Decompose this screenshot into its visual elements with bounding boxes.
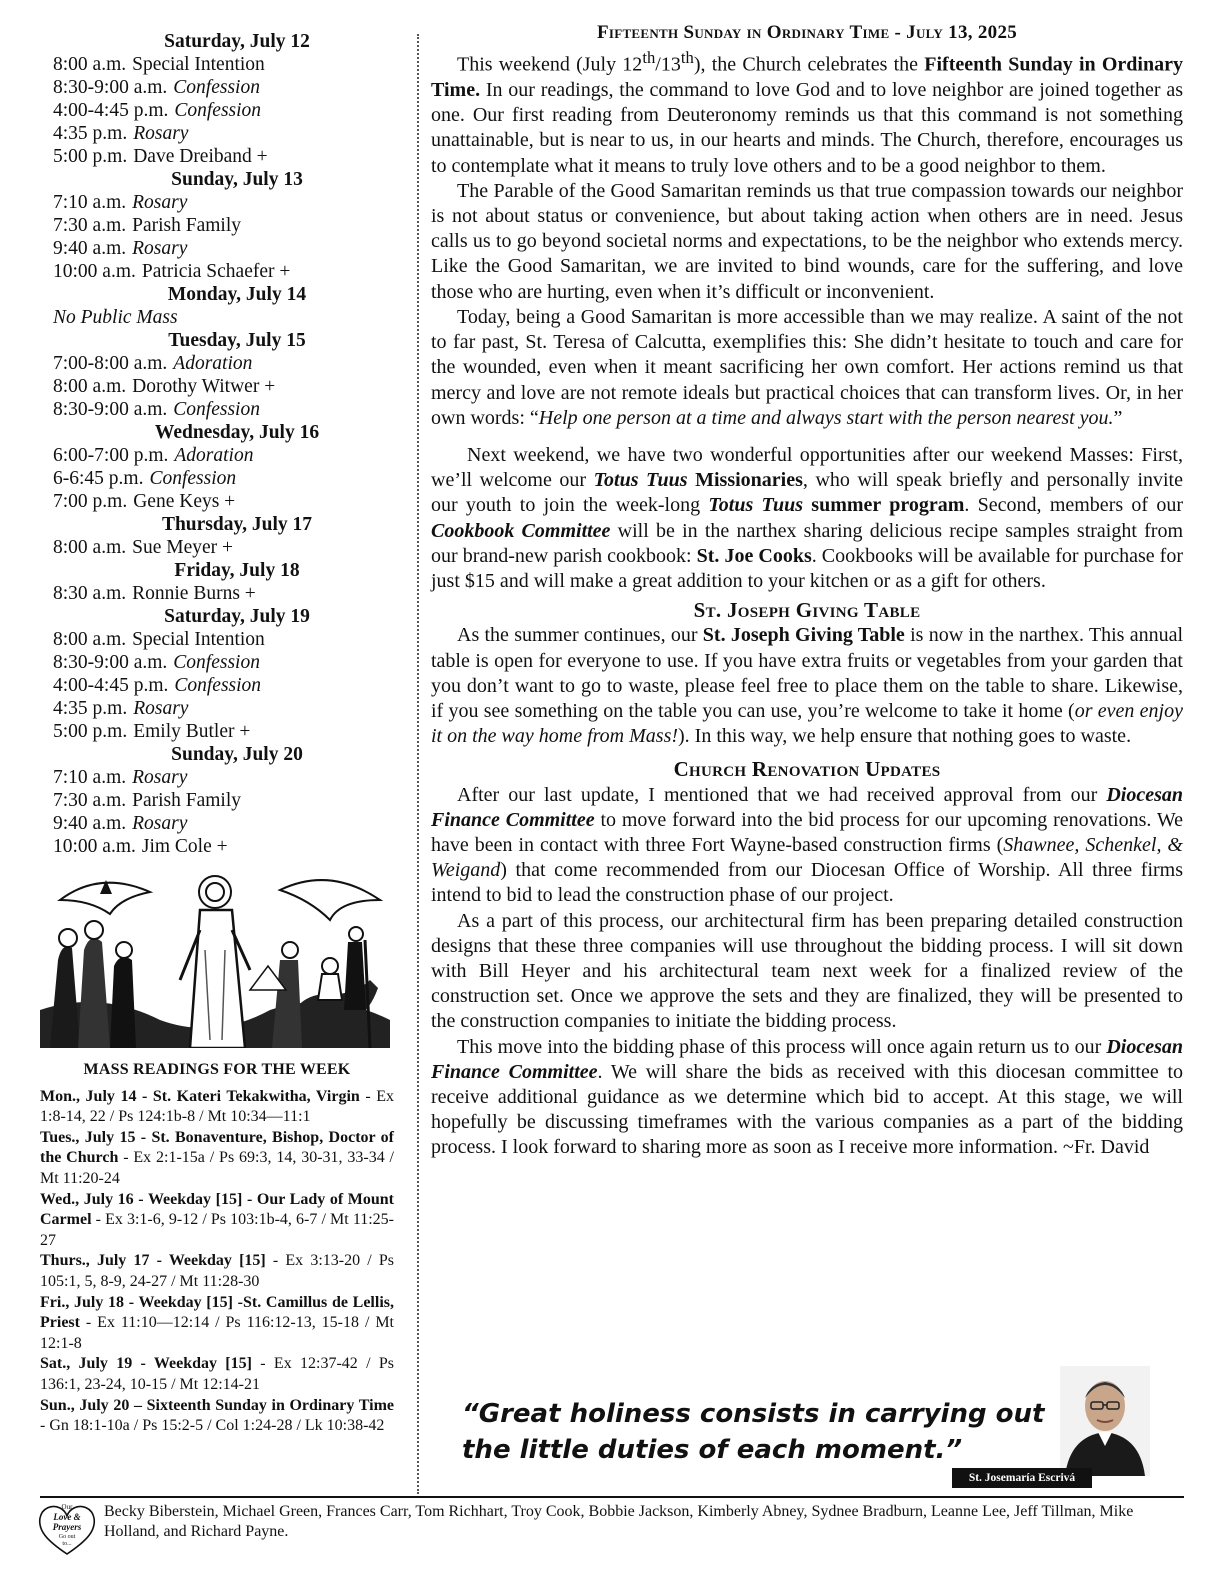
schedule-item: [40, 651, 400, 674]
article-paragraph-3: Today, being a Good Samaritan is more accessible than we may realize. A saint of the not to far past, St. Teresa of Calcutta, exemplifies this: She didn’t hesitate to touch and care for the wounded, even when it meant sacrificing her own comfort. Her actions remind us that mercy and love are not remote ideals but practical choices that can transform lives. Or, in her own words: “Help one person at a time and always start with the person nearest you.”: [431, 305, 1183, 429]
renovation-paragraph-3: This move into the bidding phase of this process will once again return us to our Diocesan Finance Committee. We will share the bids as received with this diocesan committee to receive additional guidance as we determine which bid to accept. At this stage, we will hopefully be discussing timeframes with the various companies as a part of the bidding process. I look forward to sharing more as soon as I receive more information. ~Fr. David: [431, 1035, 1183, 1159]
quote-line-2: the little duties of each moment.”: [462, 1435, 963, 1465]
schedule-time: 4:00-4:45 p.m.: [53, 100, 169, 121]
prayer-list: Becky Biberstein, Michael Green, Frances Carr, Tom Richhart, Troy Cook, Bobbie Jackson, Kimberly Abney, Sydnee Bradburn, Leanne Lee, Jeff Tillman, Mike Holland, and Richard Payne.: [104, 1503, 1134, 1540]
reading-refs: - Ex 1:8-14, 22 / Ps 124:1b-8 / Mt 10:34—11:1: [40, 1087, 395, 1126]
priest-portrait-icon: [1060, 1366, 1150, 1476]
schedule-time: 8:30-9:00 a.m.: [53, 652, 168, 673]
schedule-item: [40, 444, 400, 467]
schedule-time: 8:30 a.m.: [53, 583, 127, 604]
schedule-day-heading: Monday, July 14: [167, 284, 307, 305]
readings-heading: MASS READINGS FOR THE WEEK: [83, 1061, 351, 1078]
schedule-time: 7:30 a.m.: [53, 790, 127, 811]
schedule-item: [40, 352, 400, 375]
schedule-event: Rosary: [132, 192, 188, 213]
schedule-time: 7:10 a.m.: [53, 192, 127, 213]
schedule-time: 9:40 a.m.: [53, 238, 127, 259]
reading-day: Thurs., July 17 - Weekday [15]: [40, 1252, 266, 1270]
schedule-event: Sue Meyer +: [132, 537, 234, 558]
schedule-time: 7:30 a.m.: [53, 215, 127, 236]
schedule-item: [40, 99, 400, 122]
schedule-item: [40, 720, 400, 743]
schedule-item: [40, 145, 400, 168]
schedule-event: Ronnie Burns +: [132, 583, 256, 604]
schedule-event: Confession: [149, 468, 237, 489]
saints-illustration-icon: [40, 870, 390, 1048]
schedule-note: No Public Mass: [53, 307, 178, 328]
schedule-item: [40, 628, 400, 651]
reading-day: Fri., July 18 - Weekday [15] -St. Camillus de Lellis, Priest: [40, 1293, 394, 1332]
footer-divider: [40, 1496, 1184, 1498]
schedule-event: Adoration: [174, 445, 254, 466]
svg-text:Love &: Love &: [53, 1512, 81, 1522]
schedule-event: Special Intention: [132, 54, 265, 75]
schedule-item: [40, 697, 400, 720]
schedule-time: 9:40 a.m.: [53, 813, 127, 834]
schedule-event: Rosary: [132, 767, 188, 788]
schedule-item: [40, 214, 400, 237]
saint-quote: [462, 1396, 1082, 1468]
reading-entry: [40, 1251, 394, 1292]
schedule-time: 8:30-9:00 a.m.: [53, 399, 168, 420]
reading-entry: [40, 1190, 394, 1252]
column-divider: [417, 34, 419, 1494]
schedule-time: 8:00 a.m.: [53, 54, 127, 75]
schedule-time: 7:00-8:00 a.m.: [53, 353, 168, 374]
schedule-time: 8:00 a.m.: [53, 629, 127, 650]
reading-day: Wed., July 16 - Weekday [15] - Our Lady of Mount Carmel: [40, 1190, 394, 1229]
reading-entry: [40, 1087, 394, 1128]
svg-text:Go out: Go out: [58, 1534, 76, 1540]
schedule-time: 7:10 a.m.: [53, 767, 127, 788]
schedule-day-heading: Sunday, July 20: [171, 744, 303, 765]
schedule-event: Rosary: [133, 123, 189, 144]
schedule-item: [40, 237, 400, 260]
mass-readings: [40, 1060, 394, 1437]
schedule-event: Emily Butler +: [133, 721, 251, 742]
schedule-day-heading: Tuesday, July 15: [168, 330, 306, 351]
svg-text:Prayers: Prayers: [52, 1522, 82, 1532]
schedule-event: Patricia Schaefer +: [141, 261, 291, 282]
schedule-item: [40, 260, 400, 283]
schedule-time: 8:30-9:00 a.m.: [53, 77, 168, 98]
schedule-event: Parish Family: [132, 215, 242, 236]
schedule-event: Dorothy Witwer +: [132, 376, 276, 397]
article-paragraph-2: The Parable of the Good Samaritan reminds us that true compassion towards our neighbor is not about status or convenience, but about taking action when others are in need. Jesus calls us to go beyond societal norms and expectations, to be the neighbor who extends mercy. Like the Good Samaritan, we are invited to bind wounds, care for the suffering, and love those who are hurting, even when it’s difficult or inconvenient.: [431, 179, 1183, 303]
love-and-prayers-heart-logo-icon: [36, 1500, 98, 1556]
reading-refs: - Ex 3:1-6, 9-12 / Ps 103:1b-4, 6-7 / Mt 11:25-27: [40, 1211, 394, 1249]
schedule-event: Rosary: [132, 813, 188, 834]
schedule-item: [40, 53, 400, 76]
schedule-event: Confession: [174, 675, 262, 696]
article-paragraph-4: Next weekend, we have two wonderful opportunities after our weekend Masses: First, we’ll welcome our Totus Tuus Missionaries, who will speak briefly and personally invite our youth to join the week-long Totus Tuus summer program. Second, members of our Cookbook Committee will be in the narthex sharing delicious recipe samples straight from our brand-new parish cookbook: St. Joe Cooks. Cookbooks will be available for purchase for just $15 and will make a great addition to your kitchen or as a gift for others.: [431, 443, 1184, 592]
schedule-event: Special Intention: [132, 629, 265, 650]
schedule-time: 7:00 p.m.: [53, 491, 128, 512]
schedule-event: Rosary: [132, 238, 188, 259]
article-paragraph-1: This weekend (July 12th/13th), the Church celebrates the Fifteenth Sunday in Ordinary Time. In our readings, the command to love God and to love neighbor are joined together as one. Our first reading from Deuteronomy reminds us that this command is not something unattainable, but is near to us, in our hearts and minds. The Church, therefore, encourages us to contemplate what it means to truly love others and to be a good neighbor to them.: [431, 48, 1183, 177]
schedule-event: Confession: [174, 100, 262, 121]
article-column: [431, 20, 1183, 1161]
schedule-time: 8:00 a.m.: [53, 537, 127, 558]
schedule-event: Confession: [173, 399, 260, 420]
reading-day: Sun., July 20 – Sixteenth Sunday in Ordinary Time: [40, 1396, 394, 1414]
renovation-paragraph-2: As a part of this process, our architectural firm has been preparing detailed construction designs that these three companies will use throughout the bidding process. I will sit down with Bill Heyer and his architectural team next week for a finalized review of the construction set. Once we approve the sets and they are finalized, they will be presented to the construction companies to initiate the bidding process.: [431, 909, 1183, 1033]
article-title: Fifteenth Sunday in Ordinary Time - July 13, 2025: [596, 22, 1018, 43]
schedule-item: [40, 812, 400, 835]
reading-refs: - Gn 18:1-10a / Ps 15:2-5 / Col 1:24-28 / Lk 10:38-42: [40, 1417, 385, 1435]
reading-refs: - Ex 12:37-42 / Ps 136:1, 23-24, 10-15 / Mt 12:14-21: [40, 1355, 394, 1393]
schedule-day-heading: Saturday, July 19: [164, 606, 310, 627]
schedule-day-heading: Sunday, July 13: [171, 169, 303, 190]
schedule-time: 6:00-7:00 p.m.: [53, 445, 169, 466]
schedule-event: Parish Family: [132, 790, 242, 811]
schedule-time: 5:00 p.m.: [53, 146, 128, 167]
readings-list: [40, 1087, 394, 1437]
schedule-event: Rosary: [133, 698, 189, 719]
schedule-time: 6-6:45 p.m.: [53, 468, 144, 489]
schedule-item: [40, 766, 400, 789]
reading-refs: - Ex 2:1-15a / Ps 69:3, 14, 30-31, 33-34 / Mt 11:20-24: [40, 1149, 395, 1187]
schedule-time: 8:00 a.m.: [53, 376, 127, 397]
schedule-item: [40, 789, 400, 812]
reading-day: Mon., July 14 - St. Kateri Tekakwitha, Virgin: [40, 1087, 360, 1105]
renovation-paragraph-1: After our last update, I mentioned that we had received approval from our Diocesan Finance Committee to move forward into the bid process for our upcoming renovations. We have been in contact with three Fort Wayne-based construction firms (Shawnee, Schenkel, & Weigand) that come recommended from our Diocesan Office of Worship. All three firms intend to bid to lead the construction phase of our project.: [431, 783, 1183, 907]
reading-entry: [40, 1354, 394, 1395]
giving-table-heading: St. Joseph Giving Table: [693, 598, 921, 623]
schedule-item: [40, 674, 400, 697]
schedule-item: [40, 582, 400, 605]
svg-text:to...: to...: [62, 1541, 72, 1547]
reading-entry: [40, 1293, 394, 1355]
schedule-day-heading: Saturday, July 12: [164, 31, 310, 52]
schedule-time: 10:00 a.m.: [53, 261, 136, 282]
schedule-event: Confession: [173, 77, 260, 98]
schedule-item: [40, 76, 400, 99]
schedule-event: Dave Dreiband +: [133, 146, 268, 167]
reading-day: Sat., July 19 - Weekday [15]: [40, 1355, 252, 1373]
schedule-time: 4:35 p.m.: [53, 123, 128, 144]
reading-entry: [40, 1396, 394, 1437]
schedule-item: [40, 467, 400, 490]
reading-refs: - Ex 11:10—12:14 / Ps 116:12-13, 15-18 / Mt 12:1-8: [40, 1314, 394, 1352]
schedule-day-heading: Thursday, July 17: [161, 514, 313, 535]
schedule-item: [40, 398, 400, 421]
mass-schedule: [40, 30, 400, 858]
giving-table-paragraph: As the summer continues, our St. Joseph Giving Table is now in the narthex. This annual table is open for everyone to use. If you have extra fruits or vegetables from your garden that you don’t want to go to waste, please feel free to place them on the table to share. Likewise, if you see something on the table you can use, you’re welcome to take it home (or even enjoy it on the way home from Mass!). In this way, we help ensure that nothing goes to waste.: [431, 624, 1184, 748]
schedule-event: Gene Keys +: [133, 491, 236, 512]
schedule-item: [40, 375, 400, 398]
schedule-day-heading: Wednesday, July 16: [154, 422, 320, 443]
svg-text:Our: Our: [61, 1503, 73, 1511]
schedule-item: [40, 191, 400, 214]
reading-entry: [40, 1128, 394, 1190]
quote-line-1: “Great holiness consists in carrying out: [462, 1399, 1045, 1429]
schedule-time: 5:00 p.m.: [53, 721, 128, 742]
schedule-item: [40, 490, 400, 513]
schedule-event: Confession: [173, 652, 260, 673]
schedule-item: [40, 835, 400, 858]
reading-day: Tues., July 15 - St. Bonaventure, Bishop, Doctor of the Church: [40, 1128, 394, 1167]
schedule-item: [40, 122, 400, 145]
schedule-list: [40, 30, 400, 858]
schedule-time: 4:35 p.m.: [53, 698, 128, 719]
quote-attribution: St. Josemaría Escrivá: [952, 1468, 1092, 1488]
schedule-item: [40, 536, 400, 559]
schedule-time: 4:00-4:45 p.m.: [53, 675, 169, 696]
renovation-heading: Church Renovation Updates: [673, 757, 941, 782]
schedule-event: Jim Cole +: [141, 836, 228, 857]
schedule-event: Adoration: [173, 353, 253, 374]
reading-refs: - Ex 3:13-20 / Ps 105:1, 5, 8-9, 24-27 / Mt 11:28-30: [40, 1252, 394, 1290]
schedule-day-heading: Friday, July 18: [174, 560, 300, 581]
schedule-time: 10:00 a.m.: [53, 836, 136, 857]
